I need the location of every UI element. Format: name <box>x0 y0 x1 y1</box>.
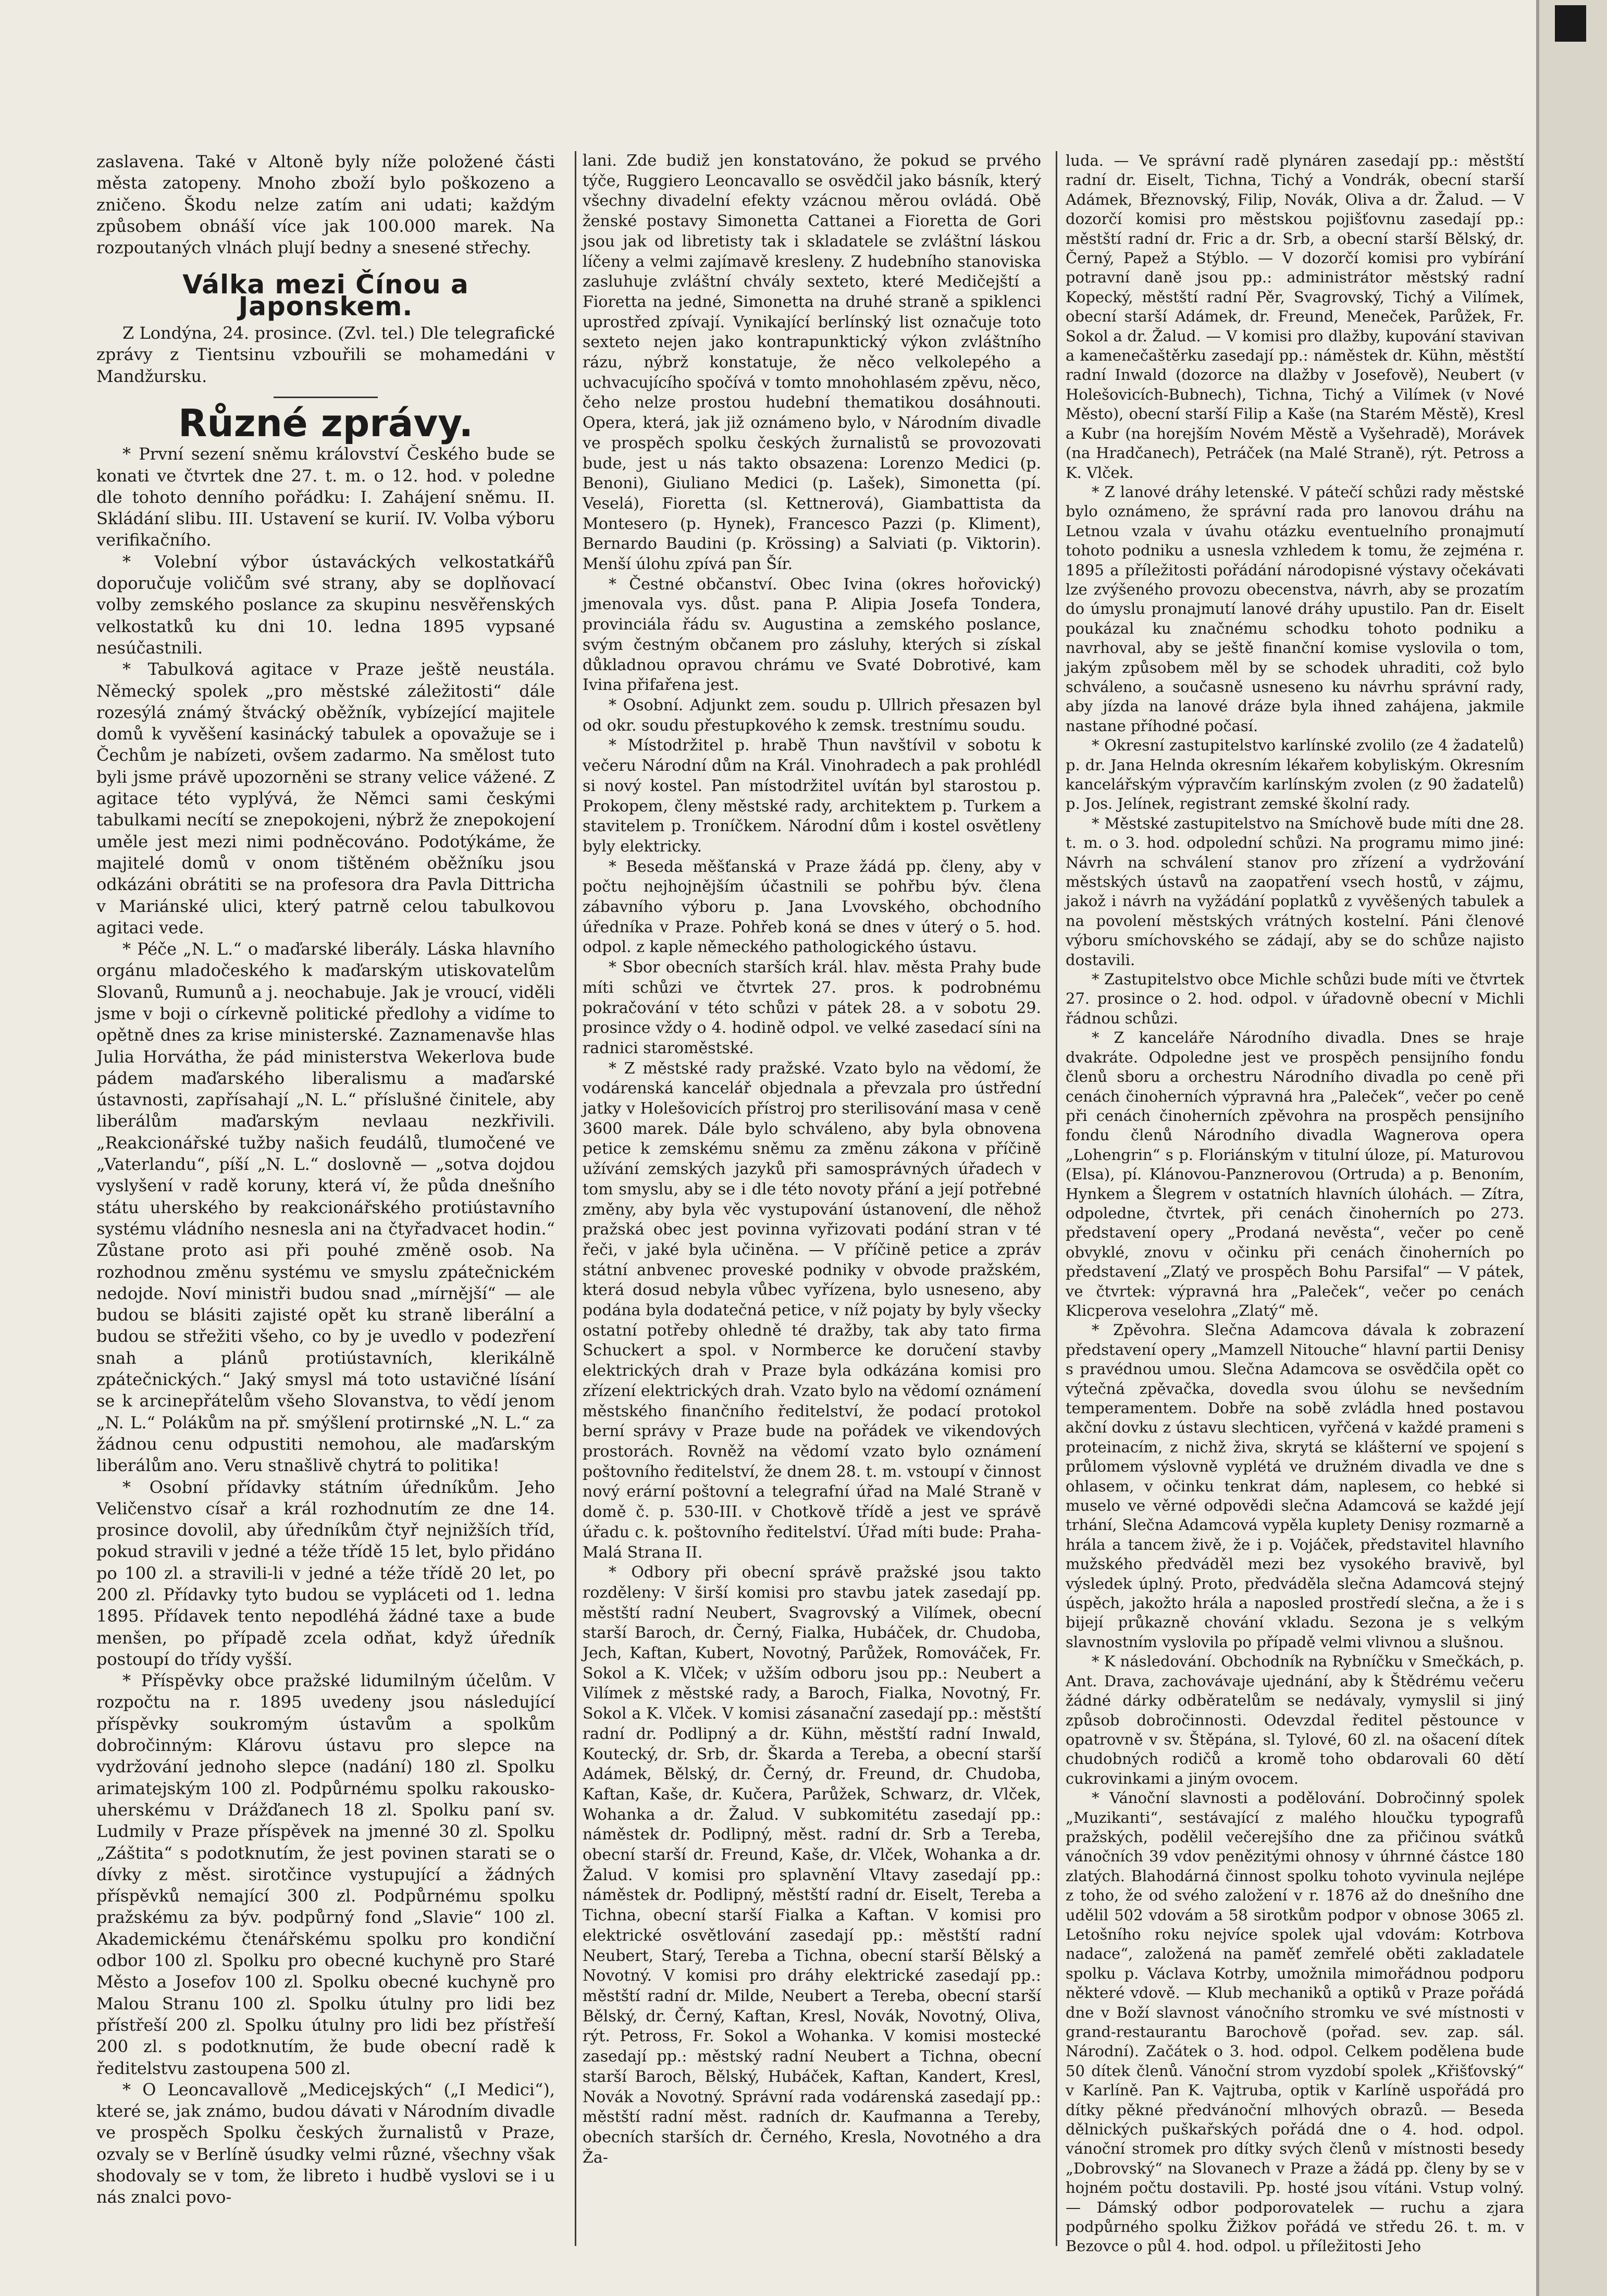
column-1 <box>96 151 555 2208</box>
article-paragraph: * Odbory při obecní správě pražské jsou takto rozděleny: V širší komisi pro stavbu jatek zasedají pp. městští radní Neubert, Svagrovský a Vilímek, obecní starší Baroch, dr. Černý, Fialka, Hubáček, dr. Chudoba, Jech, Kaftan, Kubert, Novotný, Parůžek, Romováček, Fr. Sokol a K. Vlček; v užším odboru jsou pp.: Neubert a Vilímek z městské rady, a Baroch, Fialka, Novotný, Fr. Sokol a K. Vlček. V komisi zásanační zasedají pp.: městští radní dr. Podlipný a dr. Kühn, městští radní Inwald, Koutecký, dr. Srb, dr. Škarda a Tereba, a obecní starší Adámek, Bělský, dr. Černý, dr. Freund, dr. Chudoba, Kaftan, Kaše, dr. Kučera, Parůžek, Schwarz, dr. Vlček, Wohanka a dr. Žalud. V subkomitétu zasedají pp.: náměstek dr. Podlipný, měst. radní dr. Srb a Tereba, obecní starší dr. Freund, Kaše, dr. Vlček, Wohanka a dr. Žalud. V komisi pro splavnění Vltavy zasedají pp.: náměstek dr. Podlipný, městští radní dr. Eiselt, Tereba a Tichna, obecní starší Fialka a Kaftan. V komisi pro elektrické osvětlování zasedají pp.: městští radní Neubert, Starý, Tereba a Tichna, obecní starší Bělský a Novotný. V komisi pro dráhy elektrické zasedají pp.: městští radní dr. Milde, Neubert a Tereba, obecní starší Bělský, dr. Černý, Kaftan, Kresl, Novák, Novotný, Oliva, rýt. Petross, Fr. Sokol a Wohanka. V komisi mostecké zasedají pp.: městský radní Neubert a Tichna, obecní starší Baroch, Bělský, Hubáček, Kaftan, Kandert, Kresl, Novák a Novotný. Správní rada vodárenská zasedají pp.: městští radní měst. radních dr. Kaufmanna a Tereby, obecních starších dr. Černého, Kresla, Novotného a dra Ža- <box>583 1563 1041 2167</box>
column-rule-1 <box>575 151 576 2246</box>
article-paragraph: * Volební výbor ústaváckých velkostatkářů doporučuje voličům své strany, aby se doplňovací volby zemského poslance za skupinu nesvěřenských velkostatků ku dni 10. ledna 1895 vypsané nesúčastnili. <box>96 551 555 658</box>
article-paragraph: * Tabulková agitace v Praze ještě neustála. Německý spolek „pro městské záležitosti“ dále rozesýlá známý štvácký oběžník, vybízející majitele domů k vyvěšení kasinácký tabulek a opovažuje se i Čechům je nabízeti, ovšem zadarmo. Na smělost tuto byli jsme právě upozorněni se strany velice vážené. Z agitace této vyplývá, že Němci sami českými tabulkami necítí se znepokojeni, nýbrž že znepokojení uměle jest mezi nimi podněcováno. Podotýkáme, že majitelé domů v onom tištěném oběžníku jsou odkázáni obrátiti se na profesora dra Pavla Dittricha v Mariánské ulici, který patrně celou tabulkovou agitaci vede. <box>96 659 555 937</box>
section-heading: Válka mezi Čínou a Japonskem. <box>182 269 469 322</box>
article-paragraph: * Okresní zastupitelstvo karlínské zvolilo (ze 4 žadatelů) p. dr. Jana Helnda okresním lékařem kobyliským. Okresním kancelářským výpravčím karlínským zvolen (z 90 žadatelů) p. Jos. Jelínek, registrant zemské školní rady. <box>1066 736 1524 813</box>
article-paragraph: * Osobní přídavky státním úředníkům. Jeho Veličenstvo císař a král rozhodnutím ze dne 14. prosince dovolil, aby úředníkům čtyř nejnižších tříd, pokud stravili v jedné a téže třídě 15 let, bylo přidáno po 100 zl. a stravili-li v jedné a téže třídě 20 let, po 200 zl. Přídavky tyto budou se vypláceti od 1. ledna 1895. Přídavek tento nepodléhá žádné taxe a bude menšen, po případě zcela odňat, když úředník postoupí do třídy vyšší. <box>96 1477 555 1669</box>
article-paragraph: * Osobní. Adjunkt zem. soudu p. Ullrich přesazen byl od okr. soudu přestupkového k zemsk. trestnímu soudu. <box>583 696 1041 735</box>
column-2 <box>583 151 1041 2168</box>
article-paragraph: * Zastupitelstvo obce Michle schůzi bude míti ve čtvrtek 27. prosince o 2. hod. odpol. v úřadovně obecní v Michli řádnou schůzi. <box>1066 970 1524 1027</box>
article-paragraph: * Sbor obecních starších král. hlav. města Prahy bude míti schůzi ve čtvrtek 27. pros. k podrobnému pokračování v této schůzi v pátek 28. a v sobotu 29. prosince vždy o 4. hodině odpol. ve velké zasedací síni na radnici staroměstské. <box>583 958 1041 1057</box>
article-paragraph: * Z lanové dráhy letenské. V pátečí schůzi rady městské bylo oznámeno, že správní rada pro lanovou dráhu na Letnou vzala v úvahu otázku eventuelního pronajmutí tohoto podniku a usnesla vzhledem k tomu, že zejména r. 1895 a příležitosti pořádání národopisné výstavy očekávati lze zvýšeného provozu obecenstva, návrh, aby se prozatím do úmyslu pronajmutí lanové dráhy upustilo. Pan dr. Eiselt poukázal ku značnému schodku tohoto podniku a navrhoval, aby se ještě finanční komise vyslovila o tom, jakým způsobem měl by se schodek uhraditi, což bylo schváleno, a současně usneseno ku návrhu správní rady, aby jízda na lanové dráze byla ihned zahájena, jakmile nastane příhodné počasí. <box>1066 483 1524 735</box>
article-paragraph: * Péče „N. L.“ o maďarské liberály. Láska hlavního orgánu mladočeského k maďarským utiskovatelům Slovanů, Rumunů a j. neochabuje. Jak je vroucí, viděli jsme v boji o církevně politické předlohy a vidíme to opětně dnes za krise ministerské. Zaznamenavše hlas Julia Horvátha, že pád ministerstva Wekerlova bude pádem maďarského liberalismu a maďarské ústavnosti, zapřísahají „N. L.“ příslušné činitele, aby liberálům maďarským nevlaau nezkřivili. „Reakcionářské tužby našich feudálů, tlumočené ve „Vaterlandu“, píší „N. L.“ doslovně — „sotva dojdou vyslyšení v radě koruny, která ví, že půda dnešního státu uherského by reakcionářského protiústavního systému vládního nesnesla ani na čtyřadvacet hodin.“ Zůstane proto asi při pouhé změně osob. Na rozhodnou změnu systému ve smyslu zpátečnickém nedojde. Noví ministři budou snad „mírnější“ — ale budou se blásiti zajisté opět ku straně liberální a budou se střežiti všeho, co by je uvedlo v podezření snah a plánů protiústavních, klerikálně zpátečnických.“ Jaký smysl má toto ustavičné lísání se k arcinepřátelům všeho Slovanstva, to vědí jenom „N. L.“ Polákům na př. smýšlení protirnské „N. L.“ za žádnou cenu odpustiti nemohou, ale maďarským liberálům ano. Veru stnašlivě chytrá to politika! <box>96 939 555 1476</box>
section-heading: Různé zprávy. <box>178 401 473 445</box>
column-rule-2 <box>1056 151 1057 2246</box>
article-paragraph: * Místodržitel p. hrabě Thun navštívil v sobotu k večeru Národní dům na Král. Vinohradech a pak prohlédl si nový kostel. Pan místodržitel uvítán byl starostou p. Prokopem, členy městské rady, architektem p. Turkem a stavitelem p. Troníčkem. Národní dům i kostel osvětleny byly elektricky. <box>583 736 1041 856</box>
article-paragraph: * Vánoční slavnosti a podělování. Dobročinný spolek „Muzikanti“, sestávající z malého hloučku typografů pražských, podělil večerejšího dne za přičinou svátků vánočních 39 vdov penězitými ohnosy v úhrnné částce 180 zlatých. Blahodárná činnost spolku tohoto vyvinula nejlépe z toho, že od svého založení v r. 1876 až do dnešního dne udělil 502 vdovám a 58 sirotkům podpor v obnose 3065 zl. Letošního roku nejvíce spolek ujal vdovám: Kotrbova nadace“, založená na paměť zemřelé oběti zakladatele spolku p. Václava Kotrby, umožnila mimořádnou podporu některé vdově. — Klub mechaniků a optiků v Praze pořádá dne v Boží slavnost vánočního stromku ve své místnosti v grand-restaurantu Barochově (pořad. sev. zap. sál. Národní). Začátek o 3. hod. odpol. Celkem podělena bude 50 dítek členů. Vánoční strom vyzdobí spolek „Křišťovský“ v Karlíně. Pan K. Vajtruba, optik v Karlíně uspořádá pro dítky pěkné předvánoční mlhových obrazů. — Beseda dělnických puškařských pořádá dne o 4. hod. odpol. vánoční stromek pro dítky svých členů v místnosti besedy „Dobrovský“ na Slovanech v Praze a žádá pp. členy by se v hojném počtu dostavili. Pp. hosté jsou vítáni. Vstup volný. — Dámský odbor podporovatelek — ruchu a zjara podpůrného spolku Žižkov pořádá ve středu 26. t. m. v Bezovce o půl 4. hod. odpol. u příležitosti Jeho <box>1066 1789 1524 2255</box>
separator <box>274 397 378 398</box>
column-3 <box>1066 151 1524 2256</box>
article-paragraph: * Beseda měšťanská v Praze žádá pp. členy, aby v počtu nejhojnějším účastnili se pohřbu býv. člena zábavního výboru p. Jana Lvovského, obchodního úředníka v Praze. Pohřeb koná se dnes v úterý o 5. hod. odpol. z kaple německého pathologického ústavu. <box>583 857 1041 957</box>
article-paragraph: lani. Zde budiž jen konstatováno, že pokud se prvého týče, Ruggiero Leoncavallo se osvědčil jako básník, který všechny divadelní efekty vzácnou měrou ovládá. Obě ženské postavy Simonetta Cattanei a Fioretta de Gori jsou jak od libretisty tak i skladatele se zvláštní láskou líčeny a velmi zajímavě kresleny. Z hudebního stanoviska zasluhuje zvláštní chvály sexteto, které Medičejští a Fioretta na jedné, Simonetta na druhé straně a spiklenci uprostřed zpívají. Vynikající berlínský list označuje toto sexteto nejen jako kontrapunktický výkon zvláštního rázu, nýbrž konstatuje, že něco velkolepého a uchvacujícího spočívá v tomto mnohohlasém zpěvu, něco, čeho nelze prostou hudební thematikou dosáhnouti. Opera, která, jak již oznámeno bylo, v Národním divadle ve prospěch spolku českých žurnalistů se provozovati bude, jest u nás takto obsazena: Lorenzo Medici (p. Benoni), Giuliano Medici (p. Lašek), Simonetta (pí. Veselá), Fioretta (sl. Kettnerová), Giambattista da Montesero (p. Hynek), Francesco Pazzi (p. Kliment), Bernardo Baudini (p. Krössing) a Salviati (p. Viktorin). Menší úlohu zpívá pan Šír. <box>583 152 1041 574</box>
article-paragraph: luda. — Ve správní radě plynáren zasedají pp.: městští radní dr. Eiselt, Tichna, Tichý a Vondrák, obecní starší Adámek, Březnovský, Filip, Novák, Oliva a dr. Žalud. — V dozorčí komisi pro městskou pojišťovnu zasedají pp.: městští radní dr. Fric a dr. Srb, a obecní starší Bělský, dr. Černý, Papež a Stýblo. — V dozorčí komisi pro vybírání potravní daně jsou pp.: administrátor městský radní Kopecký, městští radní Pěr, Svagrovský, Tichý a Vilímek, obecní starší Adámek, dr. Freund, Meneček, Parůžek, Fr. Sokol a dr. Žalud. — V komisi pro dlažby, kupování stavivan a kamenečaštěrku zasedají pp.: náměstek dr. Kühn, městští radní Inwald (dozorce na dlažby v Josefově), Neubert (v Holešovicích-Bubnech), Tichna, Tichý a Vilímek (v Nové Město), obecní starší Filip a Kaše (na Starém Městě), Kresl a Kubr (na horejším Novém Městě a Vyšehradě), Morávek (na Hradčanech), Petráček (na Malé Straně), rýt. Petross a K. Vlček. <box>1066 152 1524 482</box>
article-paragraph: * Zpěvohra. Slečna Adamcova dávala k zobrazení představení opery „Mamzell Nitouche“ hlavní partii Denisy s pravédnou umou. Slečna Adamcova se osvědčila opět co výtečná zpěvačka, dovedla svou úlohu se nevšedním temperamentem. Dobře na sobě zvládla hned postavou akční dovku z ústavu slechticen, vyřčená v každé prameni s proteinacím, z nichž živa, skrytá se klášterní ve spojení s průlomem výslovně vyplétá ve družném divadla ve dne s ohlasem, v očinku tenkrat dám, naplesem, co hebké si muselo ve věrné odpovědi slečna Adamcová se každé její trhání, Slečna Adamcová vypěla kuplety Denisy rozmarně a hrála a tancem živě, že i p. Vojáček, představitel hlavního mužského předváděl mezi bez vysokého bravivě, byl výsledek úplný. Proto, předváděla slečna Adamcová stejný úspěch, jakožto hrála a naposled prostředí slečna, a že i s bijejí průkazně chování vkladu. Sezona je s velkým slavnostním vyslovila po případě velmi vlivnou a slušnou. <box>1066 1321 1524 1651</box>
scan-edge <box>1536 0 1607 2296</box>
article-paragraph: * Z kanceláře Národního divadla. Dnes se hraje dvakráte. Odpoledne jest ve prospěch pensijního fondu členů sboru a orchestru Národního divadla po ceně při cenách činoherních výpravná hra „Paleček“, večer po ceně při cenách činoherních zpěvohra na prospěch pensijního fondu členů Národního divadla Wagnerova opera „Lohengrin“ s p. Floriánským v titulní úloze, pí. Maturovou (Elsa), pí. Klánovou-Panznerovou (Ortruda) a p. Benoním, Hynkem a Šlegrem v ostatních hlavních úlohách. — Zítra, odpoledne, čtvrtek, při cenách činoherních po 273. představení opery „Prodaná nevěsta“, večer po ceně obvyklé, znovu v očinku při cenách činoherních po představení „Zlatý ve prospěch Bohu Parsifal“ — V pátek, ve čtvrtek: výpravná hra „Paleček“, večer po cenách Klicperova veselohra „Zlatý“ mě. <box>1066 1029 1524 1319</box>
article-paragraph: zaslavena. Také v Altoně byly níže položené části města zatopeny. Mnoho zboží bylo poškozeno a zničeno. Škodu nelze zatím ani udati; každým způsobem obnáší více jak 100.000 marek. Na rozpoutaných vlnách plují bedny a snesené střechy. <box>96 152 555 258</box>
scan-edge-mark <box>1555 5 1586 42</box>
article-paragraph: * První sezení sněmu království Českého bude se konati ve čtvrtek dne 27. t. m. o 12. hod. v poledne dle tohoto denního pořádku: I. Zahájení sněmu. II. Skládání slibu. III. Ustavení se kurií. IV. Volba výboru verifikačního. <box>96 444 555 550</box>
article-paragraph: Z Londýna, 24. prosince. (Zvl. tel.) Dle telegrafické zprávy z Tientsinu vzbouřili se mohamedáni v Mandžursku. <box>96 323 555 386</box>
article-paragraph: * O Leoncavallově „Medicejských“ („I Medici“), které se, jak známo, budou dávati v Národním divadle ve prospěch Spolku českých žurnalistů v Praze, ozvaly se v Berlíně úsudky velmi různé, všechny však shodovaly se v tom, že libreto i hudbě vyslovi se i u nás znalci povo- <box>96 2079 555 2207</box>
article-paragraph: * Z městské rady pražské. Vzato bylo na vědomí, že vodárenská kancelář objednala a převzala pro ústřední jatky v Holešovicích přístroj pro sterilisování masa v ceně 3600 marek. Dále bylo schváleno, aby byla obnovena petice k zemskému sněmu za změnu zákona v příčině užívání zemských jazyků při samosprávných úřadech v tom smyslu, aby se i dle této novoty přání a její potřebné změny, aby byla věc vystupování ústanovení, dle něhož pražská obec jest povinna vyřizovati podání stran v té řeči, v jaké byla učiněna. — V příčině petice a zpráv státní anbvenec proveské podniky v obvode pražském, která dosud nebyla vůbec vyřízena, bylo usneseno, aby podána byla dodatečná petice, v níž pojaty by byly všecky ostatní potřeby ohledně té dražby, tak aby tato firma Schuckert a spol. v Normberce ke doručení stavby elektrických drah v Praze byla odkázána komisi pro zřízení elektrických drah. Vzato bylo na vědomí oznámení městského finančního ředitelství, že podací protokol berní správy v Praze bude na pořádek ve vikendových prostorách. Rovněž na vědomí vzato bylo oznámení poštovního ředitelství, že dnem 28. t. m. vstoupí v činnost nový erární poštovní a telegrafní úřad na Malé Straně v domě č. p. 530-III. v Chotkově třídě a jest ve správě úřadu c. k. poštovního ředitelství. Úřad míti bude: Praha-Malá Strana II. <box>583 1059 1041 1562</box>
article-paragraph: * Příspěvky obce pražské lidumilným účelům. V rozpočtu na r. 1895 uvedeny jsou následující příspěvky soukromým ústavům a spolkům dobročinným: Klárovu ústavu pro slepce na vydržování jednoho slepce (nadání) 180 zl. Spolku arimatejským 100 zl. Podpůrnému spolku rakousko-uherskému v Drážďanech 18 zl. Spolku paní sv. Ludmily v Praze příspěvek na jmenné 30 zl. Spolku „Záštita“ s podotknutím, že jest povinen starati se o dívky z měst. sirotčince vystupující a žádných příspěvků nemající 300 zl. Podpůrnému spolku pražskému za býv. podpůrný fond „Slavie“ 100 zl. Akademickému čtenářskému spolku pro kondiční odbor 100 zl. Spolku pro obecné kuchyně pro Staré Město a Josefov 100 zl. Spolku obecné kuchyně pro Malou Stranu 100 zl. Spolku útulny pro lidi bez přístřeší 200 zl. Spolku útulny pro lidi bez přístřeší 200 zl. s podotknutím, že bude obecní radě k ředitelstvu zastoupena 500 zl. <box>96 1671 555 2078</box>
article-paragraph: * Městské zastupitelstvo na Smíchově bude míti dne 28. t. m. o 3. hod. odpolední schůzi. Na programu mimo jiné: Návrh na schválení stanov pro zřízení a vydržování městských ústavů na zaopatření vsech hostů, v zájmu, jakož i návrh na vyžádání poplatků z vyvěšených tabulek a na povolení městských vrátných kostelní. Páni členové výboru smíchovského se zádají, aby se do schůze najisto dostavili. <box>1066 814 1524 969</box>
article-paragraph: * K následování. Obchodník na Rybníčku v Smečkách, p. Ant. Drava, zachovávaje ujednání, aby k Štědrému večeru žádné dárky odběratelům se nedávaly, vymyslil si jiný způsob dobročinnosti. Odevzdal ředitel pěstounce v opatrovně v sv. Štěpána, sl. Tylové, 60 zl. na ošacení dítek chudobných rodičů a kromě toho obdarovali 60 dětí cukrovinkami a jiným ovocem. <box>1066 1652 1524 1787</box>
article-paragraph: * Čestné občanství. Obec Ivina (okres hořovický) jmenovala vys. důst. pana P. Alipia Josefa Tondera, provinciála řádu sv. Augustina a zemského poslance, svým čestným občanem pro zásluhy, kterých si získal důkladnou opravou chrámu ve Svaté Dobrotivé, kam Ivina přifařena jest. <box>583 575 1041 695</box>
